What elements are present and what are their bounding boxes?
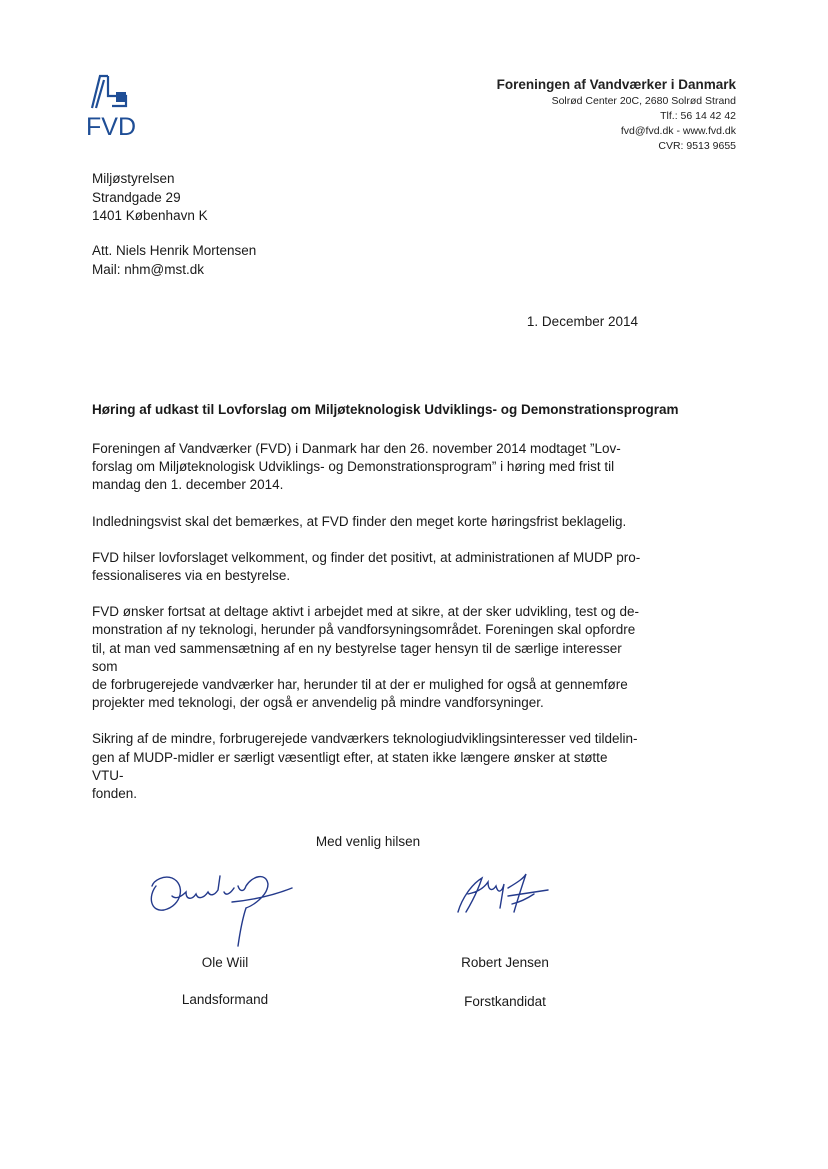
water-pump-icon bbox=[86, 72, 146, 112]
recipient-street: Strandgade 29 bbox=[92, 189, 181, 205]
paragraph-line: projekter med teknologi, der også er anvendelig på mindre vandforsyninger. bbox=[92, 695, 544, 711]
sender-address: Solrød Center 20C, 2680 Solrød Strand bbox=[551, 95, 736, 107]
paragraph-line: gen af MUDP-midler er særligt væsentligt efter, at staten ikke længere ønsker at støtte VTU- bbox=[92, 749, 608, 783]
recipient-block bbox=[92, 170, 208, 226]
paragraph-line: Sikring af de mindre, forbrugerejede vandværkers teknologiudviklingsinteresser ved tildelin- bbox=[92, 731, 638, 747]
signature-robert-jensen bbox=[448, 868, 558, 924]
paragraph-line: monstration af ny teknologi, herunder på vandforsyningsområdet. Foreningen skal opfordre bbox=[92, 622, 636, 638]
signatory-title-1: Landsformand bbox=[181, 992, 269, 1007]
paragraph-line: til, at man ved sammensætning af en ny bestyrelse tager hensyn til de særlige interesser som bbox=[92, 640, 622, 674]
sender-cvr: CVR: 9513 9655 bbox=[658, 140, 736, 152]
signatory-name-1: Ole Wiil bbox=[201, 955, 249, 970]
paragraph-4 bbox=[92, 603, 642, 712]
paragraph-line: Indledningsvist skal det bemærkes, at FVD finder den meget korte høringsfrist beklagelig. bbox=[92, 513, 627, 529]
paragraph-line: forslag om Miljøteknologisk Udviklings- og Demonstrationsprogram” i høring med frist til bbox=[92, 459, 615, 475]
paragraph-line: mandag den 1. december 2014. bbox=[92, 477, 284, 493]
signature-ole-wiil bbox=[142, 866, 317, 952]
paragraph-2 bbox=[92, 513, 642, 531]
paragraph-line: fessionaliseres via en bestyrelse. bbox=[92, 568, 291, 584]
signatory-title-2: Forstkandidat bbox=[464, 994, 546, 1009]
paragraph-line: FVD ønsker fortsat at deltage aktivt i arbejdet med at sikre, at der sker udvikling, test og de- bbox=[92, 604, 639, 620]
paragraph-1 bbox=[92, 440, 642, 495]
attention-block bbox=[92, 242, 256, 279]
letter-body bbox=[92, 440, 642, 821]
signatory-name-2: Robert Jensen bbox=[461, 955, 549, 970]
letter-date: 1. December 2014 bbox=[526, 314, 638, 329]
paragraph-5 bbox=[92, 730, 642, 803]
letter-subject: Høring af udkast til Lovforslag om Miljøteknologisk Udviklings- og Demonstrationsprogram bbox=[92, 402, 679, 417]
recipient-name: Miljøstyrelsen bbox=[92, 171, 175, 186]
sender-organization: Foreningen af Vandværker i Danmark bbox=[496, 77, 736, 92]
sender-contact: fvd@fvd.dk - www.fvd.dk bbox=[620, 125, 736, 137]
paragraph-3 bbox=[92, 549, 642, 585]
fvd-logo bbox=[86, 72, 146, 144]
paragraph-line: Foreningen af Vandværker (FVD) i Danmark har den 26. november 2014 modtaget ”Lov- bbox=[92, 441, 621, 456]
paragraph-line: FVD hilser lovforslaget velkomment, og finder det positivt, at administrationen af MUDP pro- bbox=[92, 549, 641, 565]
paragraph-line: de forbrugerejede vandværker har, herunder til at der er mulighed for også at gennemføre bbox=[92, 677, 628, 693]
logo-text: FVD bbox=[86, 113, 136, 141]
closing-text: Med venlig hilsen bbox=[315, 834, 421, 849]
paragraph-line: fonden. bbox=[92, 786, 138, 802]
sender-phone: Tlf.: 56 14 42 42 bbox=[660, 110, 736, 122]
recipient-city: 1401 København K bbox=[92, 208, 208, 223]
sender-block bbox=[497, 76, 736, 154]
attention-mail: Mail: nhm@mst.dk bbox=[92, 261, 204, 277]
attention-name: Att. Niels Henrik Mortensen bbox=[92, 243, 257, 258]
